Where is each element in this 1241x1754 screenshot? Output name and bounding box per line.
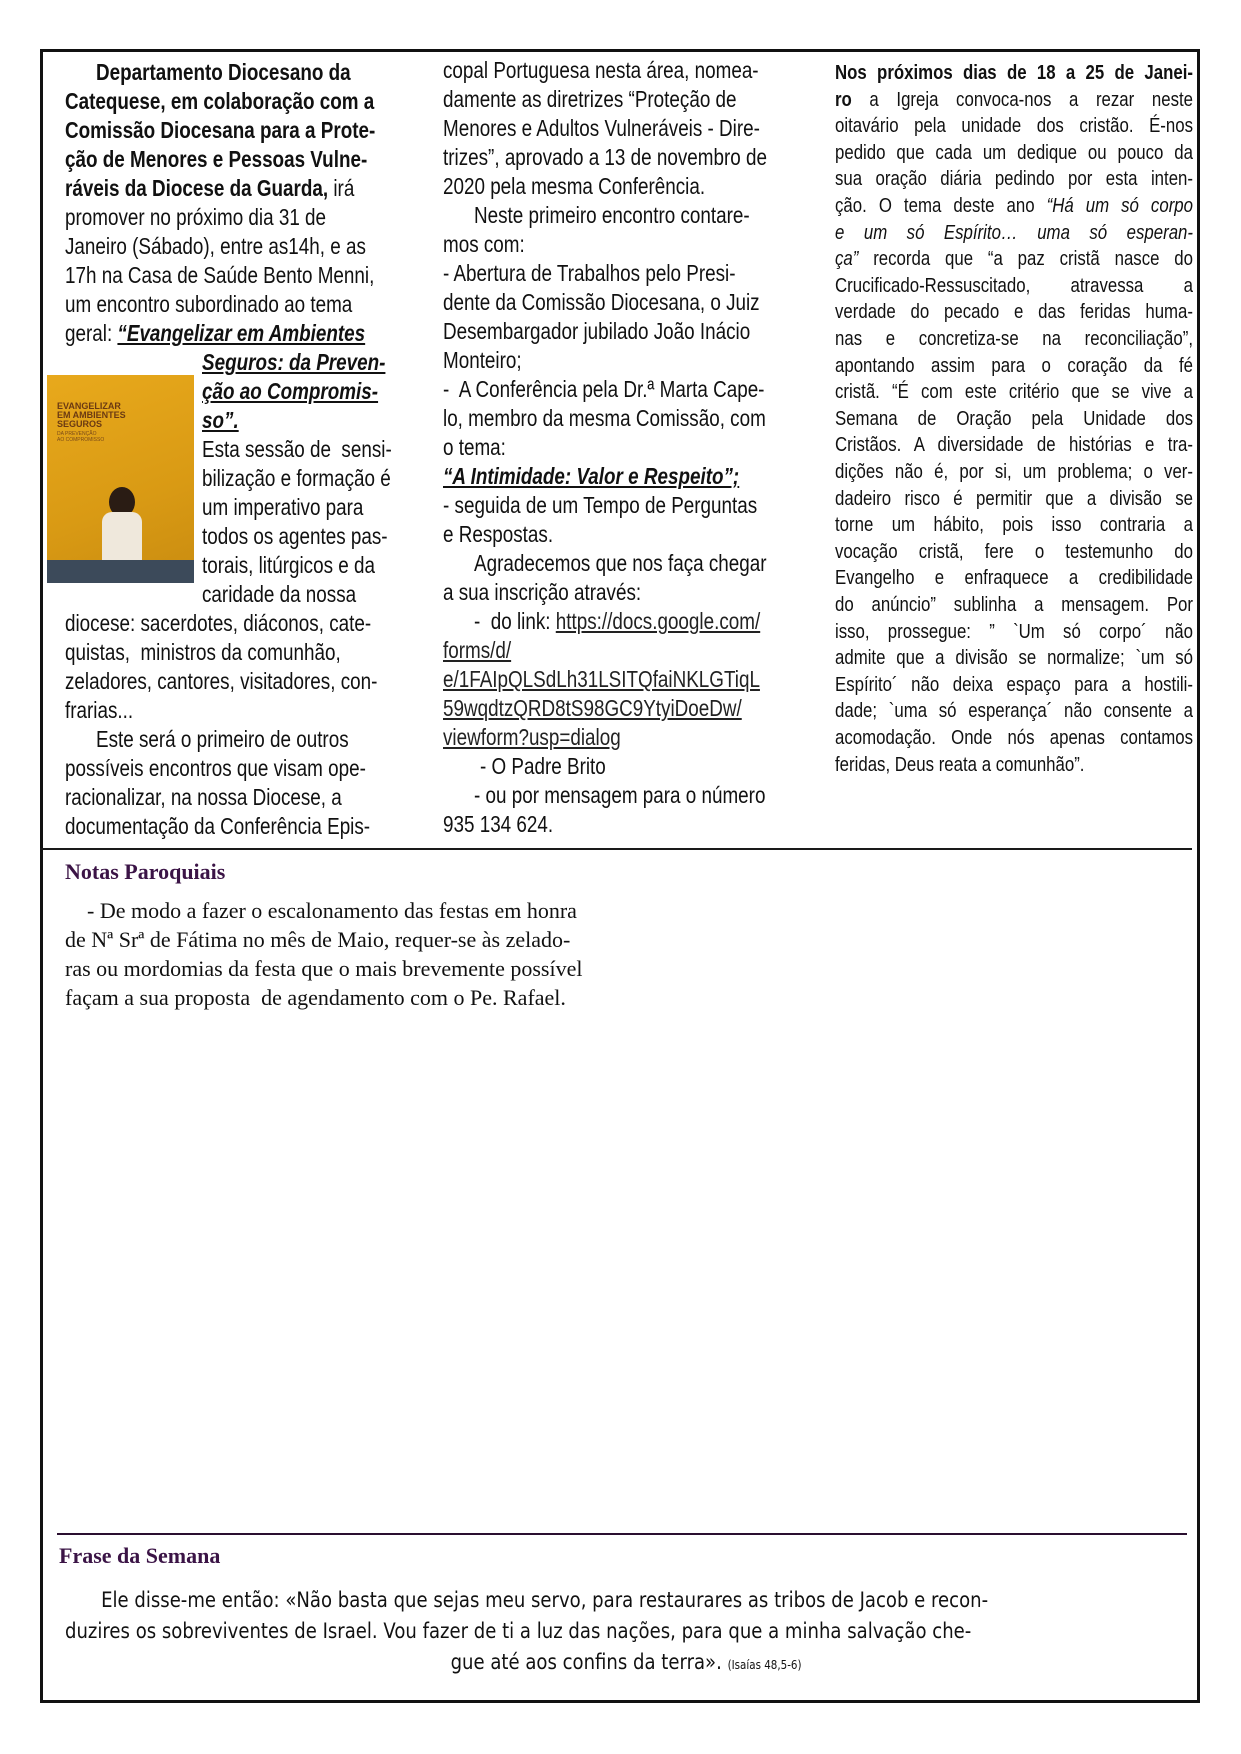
column-1-line: [65, 203, 326, 232]
text-run: do anúncio” sublinha a mensagem. Por: [835, 593, 1193, 616]
column-3-line: [835, 698, 1193, 724]
text-run: recorda que “a paz cristã nasce do: [858, 247, 1193, 271]
text-run: 2020 pela mesma Conferência.: [443, 173, 706, 199]
frase-line: gue até aos confins da terra».: [450, 1650, 722, 1674]
column-2-line: [443, 85, 737, 114]
column-3-line: [835, 725, 1193, 751]
text-run: lo, membro da mesma Comissão, com: [443, 405, 766, 431]
text-run: ção de Menores e Pessoas Vulne-: [65, 146, 368, 172]
column-1-line: [202, 406, 239, 435]
frase-line: duzires os sobreviventes de Israel. Vou fazer de ti a luz das nações, para que a minha salvação che-: [65, 1619, 972, 1643]
text-run: - Abertura de Trabalhos pelo Presi-: [443, 260, 736, 286]
notas-line: de Nª Srª de Fátima no mês de Maio, requer-se às zelado-: [65, 927, 571, 952]
column-2-line: [474, 781, 765, 810]
column-2-line: [443, 259, 735, 288]
text-run: geral:: [65, 320, 118, 346]
column-2-line: [443, 288, 760, 317]
column-3-line: [835, 193, 1193, 219]
event-poster-image: [47, 375, 194, 583]
text-run: Evangelho e enfraquece a credibilidade: [835, 566, 1193, 590]
registration-link[interactable]: e/1FAIpQLSdLh31LSITQfaiNKLGTiqL: [443, 666, 760, 692]
column-1-line: [65, 87, 374, 116]
poster-title: EVANGELIZAR EM AMBIENTES SEGUROS: [57, 401, 126, 429]
text-run: dade; `uma só esperança´ não consente a: [835, 699, 1193, 723]
text-run: apontando assim para o coração da fé: [835, 353, 1193, 377]
column-2-line: [480, 752, 606, 781]
notas-line: façam a sua proposta de agendamento com o Pe. Rafael.: [65, 985, 566, 1010]
text-run: racionalizar, na nossa Diocese, a: [65, 784, 342, 810]
column-3-line: [835, 406, 1193, 432]
column-1-line: [65, 754, 366, 783]
column-3-line: [835, 539, 1193, 565]
frase-line: Ele disse-me então: «Não basta que sejas meu servo, para restaurares as tribos de Jacob e recon-: [101, 1588, 989, 1612]
text-run: Comissão Diocesana para a Prote-: [65, 117, 376, 143]
column-2-line: [443, 404, 766, 433]
text-run: e Respostas.: [443, 521, 554, 547]
column-3-line: [835, 619, 1193, 645]
text-run: quistas, ministros da comunhão,: [65, 639, 341, 665]
text-run: bilização e formação é: [202, 465, 391, 491]
text-run: mos com:: [443, 231, 525, 257]
theme-title: “A Intimidade: Valor e Respeito”;: [443, 463, 740, 489]
text-run: o tema:: [443, 434, 506, 460]
column-1-line: [96, 58, 351, 87]
text-run: dente da Comissão Diocesana, o Juiz: [443, 289, 760, 315]
column-1-line: [65, 696, 133, 725]
column-3-line: [835, 299, 1193, 325]
text-run: damente as diretrizes “Proteção de: [443, 86, 737, 112]
text-run: “Há um só corpo: [1046, 194, 1193, 217]
text-run: Departamento Diocesano da: [96, 59, 351, 85]
text-run: feridas, Deus reata a comunhão”.: [835, 752, 1085, 776]
column-2-line: [443, 346, 522, 375]
registration-link[interactable]: 59wqdtzQRD8tS98GC9YtyiDoeDw/: [443, 695, 742, 721]
text-run: sua oração diária pedindo por esta inten-: [835, 167, 1193, 191]
text-run: Catequese, em colaboração com a: [65, 88, 375, 114]
text-run: copal Portuguesa nesta área, nomea-: [443, 57, 759, 83]
column-3-line: [835, 645, 1193, 671]
text-run: Menores e Adultos Vulneráveis - Dire-: [443, 115, 760, 141]
column-2-line: [474, 201, 750, 230]
column-1-line: [65, 812, 370, 841]
text-run: ção. O tema deste ano: [835, 194, 1047, 217]
text-run: cristã. “É com este critério que se vive a: [835, 380, 1193, 404]
frase-line-last: [65, 1647, 1187, 1681]
column-3-line: [835, 486, 1193, 512]
text-run: Semana de Oração pela Unidade dos: [835, 406, 1193, 430]
notas-title: Notas Paroquiais: [65, 859, 226, 884]
text-run: dadeiro risco é permitir que a divisão se: [835, 486, 1193, 510]
text-run: e um só Espírito… uma só esperan-: [835, 220, 1193, 244]
text-run: vocação cristã, fere o testemunho do: [835, 539, 1193, 563]
text-run: torais, litúrgicos e da: [202, 552, 375, 578]
text-run: pedido que cada um dedique ou pouco da: [835, 140, 1193, 164]
theme-title: “Evangelizar em Ambientes: [117, 320, 366, 346]
text-run: zeladores, cantores, visitadores, con-: [65, 668, 378, 694]
column-2-line: [443, 665, 760, 694]
poster-ground: [47, 560, 194, 583]
column-1-line: [65, 638, 341, 667]
text-run: um imperativo para: [202, 494, 364, 520]
column-1-line: [202, 377, 378, 406]
column-2-line: [443, 143, 767, 172]
text-run: irá: [328, 175, 355, 201]
column-3-line: [835, 166, 1193, 192]
text-run: Crucificado-Ressuscitado, atravessa a: [835, 273, 1193, 297]
notas-body: [65, 896, 665, 1012]
poster-figure-body: [102, 512, 142, 562]
text-run: Cristãos. A diversidade de histórias e tra-: [835, 433, 1193, 457]
text-run: um encontro subordinado ao tema: [65, 291, 353, 317]
text-run: possíveis encontros que visam ope-: [65, 755, 366, 781]
text-run: Espírito´ não deixa espaço para a hostili-: [835, 672, 1193, 696]
column-1-line: [65, 116, 375, 145]
text-run: dições não é, por si, um problema; o ver-: [835, 460, 1193, 483]
text-run: trizes”, aprovado a 13 de novembro de: [443, 144, 767, 170]
column-1-line: [202, 348, 385, 377]
section-divider: [57, 1533, 1187, 1535]
column-3-line: [835, 87, 1193, 113]
column-2-line: [443, 810, 553, 839]
text-run: ça”: [835, 247, 859, 271]
text-run: acomodação. Onde nós apenas contamos: [835, 726, 1193, 749]
column-1-line: [202, 435, 392, 464]
theme-title: so”.: [202, 407, 239, 433]
text-run: Janeiro (Sábado), entre as14h, e as: [65, 233, 366, 259]
text-run: documentação da Conferência Epis-: [65, 813, 371, 839]
column-3-line: [835, 432, 1193, 458]
text-run: isso, prossegue: ” `Um só corpo´ não: [835, 619, 1193, 643]
text-run: frarias...: [65, 697, 134, 723]
registration-link[interactable]: https://docs.google.com/: [555, 608, 761, 634]
text-run: a sua inscrição através:: [443, 579, 642, 605]
theme-title: Seguros: da Preven-: [202, 349, 386, 375]
text-run: todos os agentes pas-: [202, 523, 388, 549]
text-run: Monteiro;: [443, 347, 522, 373]
text-run: - A Conferência pela Dr.ª Marta Cape-: [443, 376, 765, 402]
text-run: 17h na Casa de Saúde Bento Menni,: [65, 262, 375, 288]
column-1-line: [202, 493, 363, 522]
column-3-line: [835, 220, 1193, 246]
text-run: promover no próximo dia 31 de: [65, 204, 327, 230]
text-run: Esta sessão de sensi-: [202, 436, 392, 462]
column-2-line: [443, 520, 553, 549]
column-2-line: [474, 549, 767, 578]
poster-subtitle: DA PREVENÇÃO AO COMPROMISSO: [57, 431, 105, 443]
column-3-line: [835, 459, 1193, 485]
column-1-line: [65, 667, 377, 696]
text-run: oitavário pela unidade dos cristão. É-nos: [835, 114, 1193, 138]
column-3-line: [835, 140, 1193, 166]
column-3-line: [835, 60, 1193, 86]
text-run: verdade do pecado e das feridas huma-: [835, 300, 1193, 324]
text-run: 935 134 624.: [443, 811, 554, 837]
column-2-line: [443, 172, 705, 201]
column-1-line: [202, 580, 356, 609]
column-2-line: [443, 114, 760, 143]
column-3-line: [835, 379, 1193, 405]
text-run: - seguida de um Tempo de Perguntas: [443, 492, 758, 518]
text-run: nas e concretiza-se na reconciliação”,: [835, 327, 1193, 350]
column-1-line: [65, 783, 342, 812]
column-3-line: [835, 353, 1193, 379]
column-2-line: [443, 491, 757, 520]
column-3-line: [835, 592, 1193, 618]
text-run: - ou por mensagem para o número: [474, 782, 766, 808]
registration-link[interactable]: forms/d/: [443, 637, 512, 663]
column-1-line: [202, 551, 375, 580]
column-2-line: [443, 462, 739, 491]
column-2-line: [443, 317, 750, 346]
frase-citation: (Isaías 48,5-6): [727, 1658, 802, 1672]
column-2-line: [443, 723, 621, 752]
notas-line: - De modo a fazer o escalonamento das festas em honra: [65, 898, 577, 923]
column-1-line: [65, 232, 366, 261]
column-3-line: [835, 113, 1193, 139]
text-run: Agradecemos que nos faça chegar: [474, 550, 767, 576]
text-run: ro: [835, 87, 852, 111]
column-1-line: [65, 290, 352, 319]
column-2-line: [443, 433, 506, 462]
column-3-line: [835, 273, 1193, 299]
column-2-line: [443, 56, 759, 85]
text-run: a Igreja convoca-nos a rezar neste: [851, 87, 1193, 111]
column-3-line: [835, 752, 1193, 778]
column-2-line: [443, 694, 742, 723]
column-2-line: [443, 230, 525, 259]
column-1-line: [96, 725, 349, 754]
column-2-line: [443, 375, 764, 404]
text-run: Neste primeiro encontro contare-: [474, 202, 750, 228]
section-divider: [40, 848, 1192, 850]
text-run: admite que a divisão se normalize; `um só: [835, 646, 1193, 670]
column-1-line: [65, 174, 354, 203]
column-3-line: [835, 565, 1193, 591]
text-run: Este será o primeiro de outros: [96, 726, 349, 752]
column-1-line: [65, 319, 365, 348]
text-run: caridade da nossa: [202, 581, 357, 607]
column-3-line: [835, 512, 1193, 538]
text-run: Nos próximos dias de 18 a 25 de Janei-: [835, 61, 1193, 84]
text-run: diocese: sacerdotes, diáconos, cate-: [65, 610, 372, 636]
column-1-line: [65, 609, 371, 638]
column-1-line: [65, 261, 374, 290]
column-3-line: [835, 326, 1193, 352]
theme-title: ção ao Compromis-: [202, 378, 379, 404]
column-2-line: [443, 578, 641, 607]
text-run: - do link:: [474, 608, 556, 634]
frase-body: [65, 1585, 1187, 1681]
column-3-line: [835, 672, 1193, 698]
column-2-line: [474, 607, 760, 636]
text-run: ráveis da Diocese da Guarda,: [65, 175, 329, 201]
text-run: torne um hábito, pois isso contraria a: [835, 513, 1193, 537]
column-1-line: [202, 464, 391, 493]
text-run: Desembargador jubilado João Inácio: [443, 318, 751, 344]
column-1-line: [202, 522, 388, 551]
column-2-line: [443, 636, 511, 665]
frase-title: Frase da Semana: [59, 1543, 221, 1568]
notas-line: ras ou mordomias da festa que o mais brevemente possível: [65, 956, 583, 981]
column-3-line: [835, 246, 1193, 272]
registration-link[interactable]: viewform?usp=dialog: [443, 724, 621, 750]
text-run: - O Padre Brito: [480, 753, 606, 779]
column-1-line: [65, 145, 367, 174]
